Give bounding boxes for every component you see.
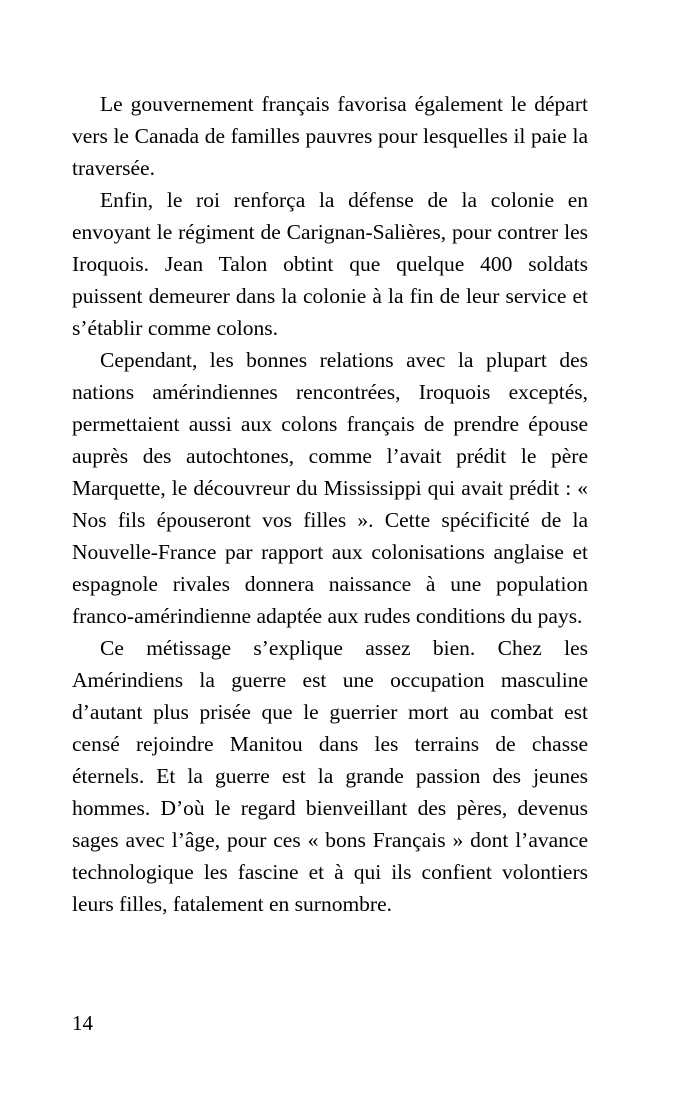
paragraph-1: Le gouvernement français favorisa également le départ vers le Canada de familles pauvres pour lesquelles il paie la traversée. xyxy=(72,92,588,180)
paragraph-3: Cependant, les bonnes relations avec la plupart des nations amérindiennes rencontrées, Iroquois exceptés, permettaient aussi aux colons français de prendre épouse auprès des autochtones, comme l’avait prédit le père Marquette, le découvreur du Mississippi qui avait prédit : « Nos fils épouseront vos filles ». Cette spécificité de la Nouvelle-France par rapport aux colonisations anglaise et espagnole rivales donnera naissance à une population franco-amérindienne adaptée aux rudes conditions du pays. xyxy=(72,348,588,628)
paragraph-4: Ce métissage s’explique assez bien. Chez les Amérindiens la guerre est une occupation masculine d’autant plus prisée que le guerrier mort au combat est censé rejoindre Manitou dans les terrains de chasse éternels. Et la guerre est la grande passion des jeunes hommes. D’où le regard bienveillant des pères, devenus sages avec l’âge, pour ces « bons Français » dont l’avance technologique les fascine et à qui ils confient volontiers leurs filles, fatalement en surnombre. xyxy=(72,636,588,916)
paragraph-2: Enfin, le roi renforça la défense de la colonie en envoyant le régiment de Carignan-Salières, pour contrer les Iroquois. Jean Talon obtint que quelque 400 soldats puissent demeurer dans la colonie à la fin de leur service et s’établir comme colons. xyxy=(72,188,588,340)
page-number: 14 xyxy=(72,1011,93,1035)
body-text-column xyxy=(72,88,588,920)
